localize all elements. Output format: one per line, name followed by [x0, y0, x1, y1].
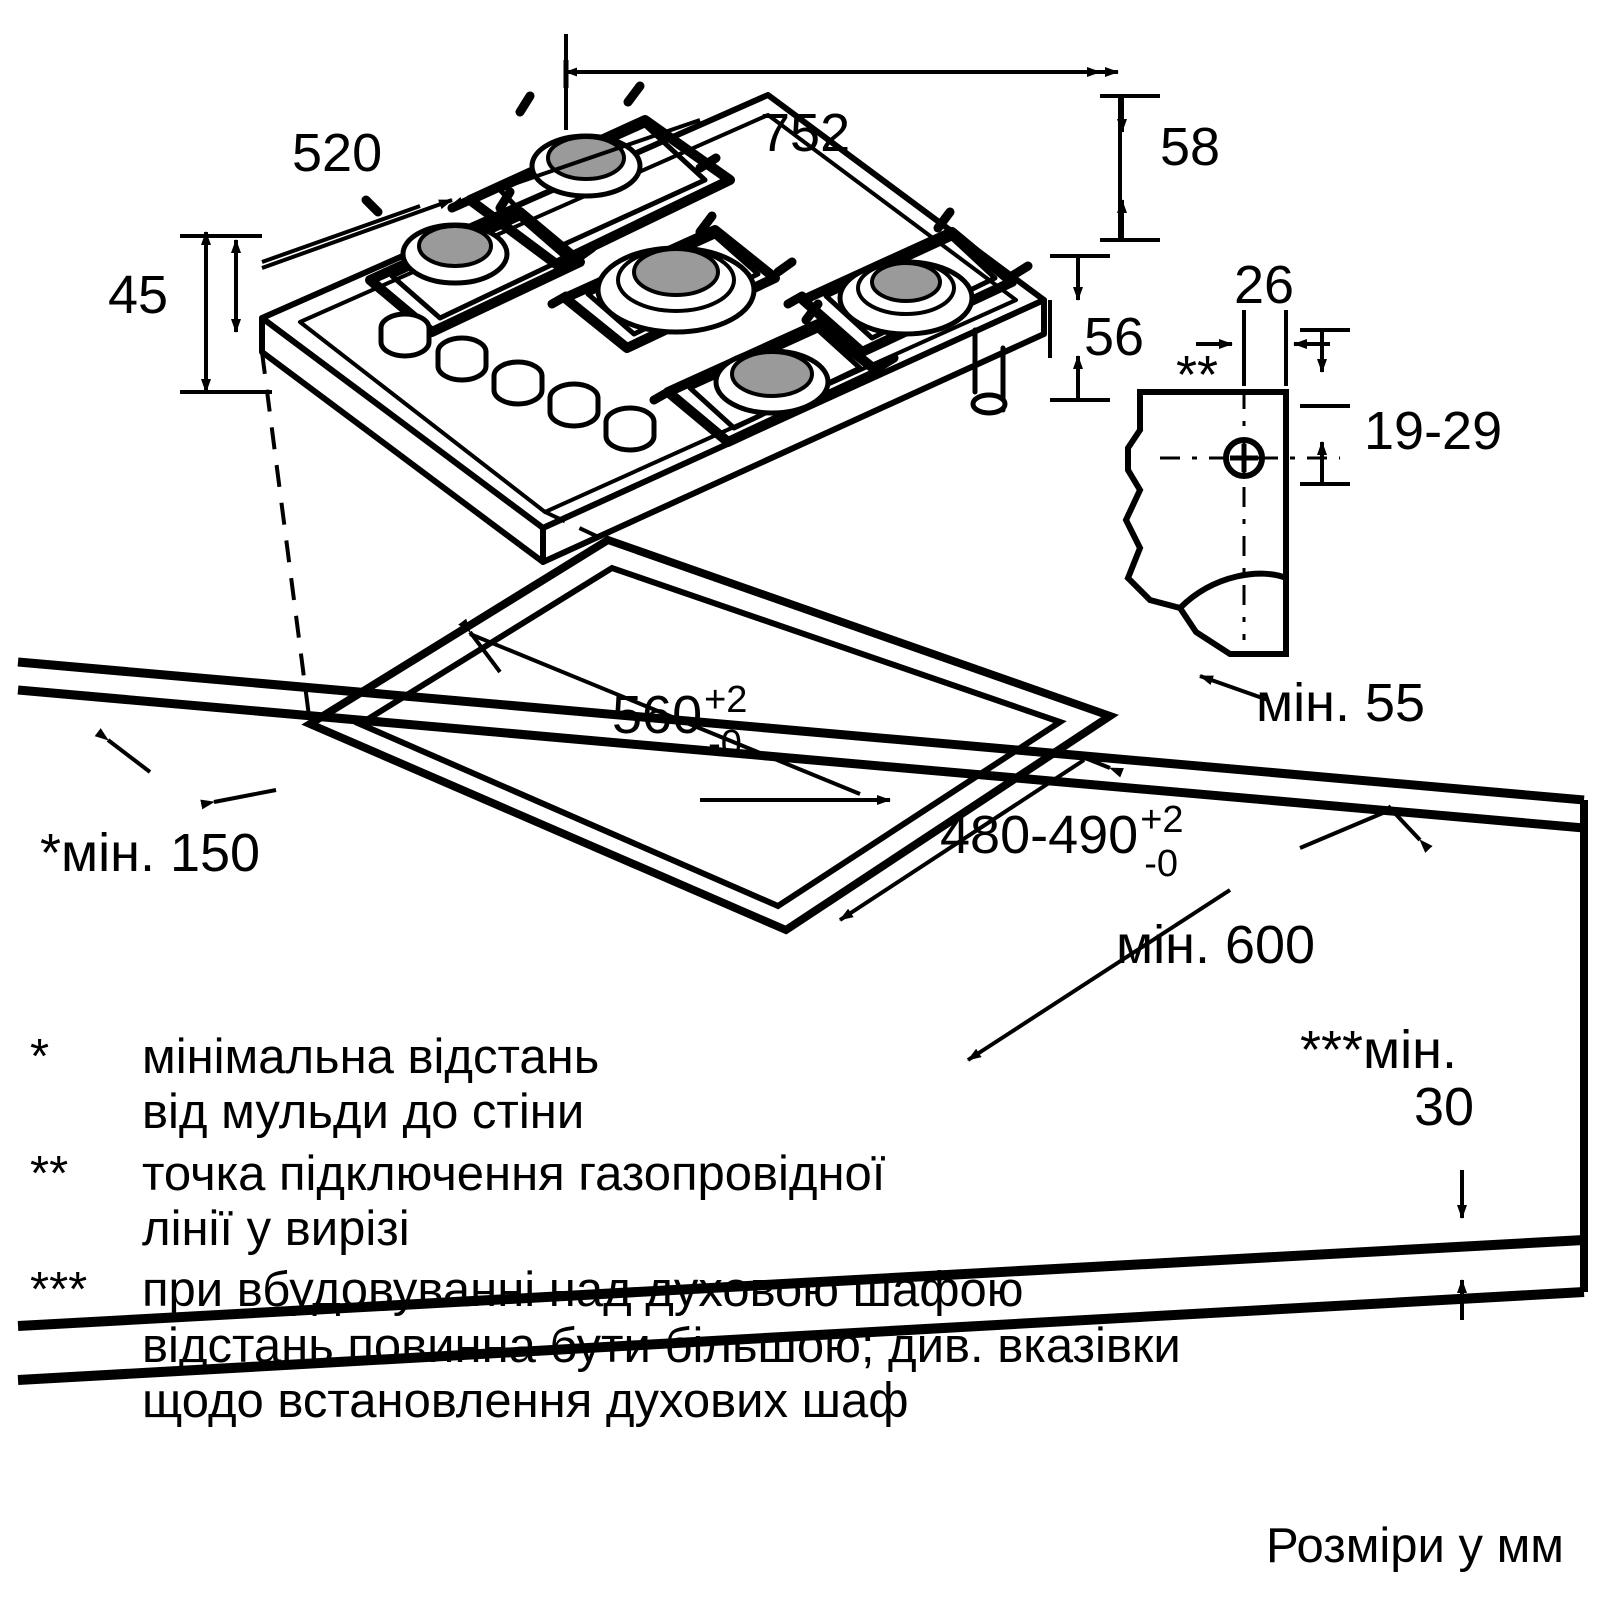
- dim-cutout-width: [612, 679, 764, 765]
- legend-line: лінії у вирізі: [142, 1202, 410, 1257]
- dim-min-600: мін. 600: [1116, 915, 1316, 975]
- dim-56: 56: [1084, 307, 1145, 367]
- legend-mark-3: ***: [30, 1263, 88, 1318]
- legend-item-3: [30, 1263, 1430, 1429]
- legend-mark-1: *: [30, 1030, 50, 1084]
- min-30-value: 30: [1414, 1077, 1475, 1138]
- dim-58: 58: [1160, 117, 1221, 177]
- dim-19-29: 19-29: [1364, 401, 1503, 461]
- gas-connection-detail: [1126, 340, 1340, 654]
- gas-connection-marker: **: [1176, 345, 1219, 405]
- dim-min-55: мін. 55: [1256, 673, 1426, 733]
- cutout-width-value: 560: [612, 685, 703, 745]
- units-note: Розміри у мм: [1266, 1519, 1564, 1573]
- dim-45: 45: [108, 265, 169, 325]
- legend-line: точка підключення газопровідної: [142, 1146, 886, 1201]
- legend-item-2: [30, 1147, 1430, 1258]
- legend-line: при вбудовуванні над духовою шафою: [142, 1263, 1024, 1318]
- legend-line: щодо встановлення духових шаф: [142, 1374, 909, 1429]
- min-150-star: *: [40, 823, 62, 883]
- dim-520: 520: [292, 123, 383, 183]
- cutout-depth-tol-plus: +2: [1140, 799, 1184, 841]
- legend-item-1: [30, 1030, 1430, 1141]
- dim-752: 752: [760, 103, 851, 163]
- legend-text-1: [142, 1030, 1430, 1141]
- legend-text-2: [142, 1147, 1430, 1258]
- cutout-depth-tol-minus: -0: [1144, 843, 1178, 885]
- legend-notes: [30, 1030, 1430, 1436]
- legend-text-3: [142, 1263, 1430, 1429]
- dim-cutout-depth: [940, 799, 1200, 885]
- min-30-stars: ***: [1300, 1020, 1364, 1080]
- legend-line: відстань повинна бути більшою; див. вказівки: [142, 1318, 1181, 1373]
- cutout-depth-value: 480-490: [940, 805, 1139, 865]
- dim-26: 26: [1234, 255, 1295, 315]
- legend-mark-2: **: [30, 1146, 69, 1201]
- dim-min-150: [40, 823, 261, 883]
- legend-line: мінімальна відстань: [142, 1030, 600, 1084]
- min-30-label: мін.: [1363, 1020, 1457, 1080]
- min-150-value: мін. 150: [61, 823, 261, 883]
- legend-line: від мульди до стіни: [142, 1085, 585, 1140]
- cutout-width-tol-plus: +2: [704, 679, 748, 721]
- cutout-width-tol-minus: -0: [708, 723, 742, 765]
